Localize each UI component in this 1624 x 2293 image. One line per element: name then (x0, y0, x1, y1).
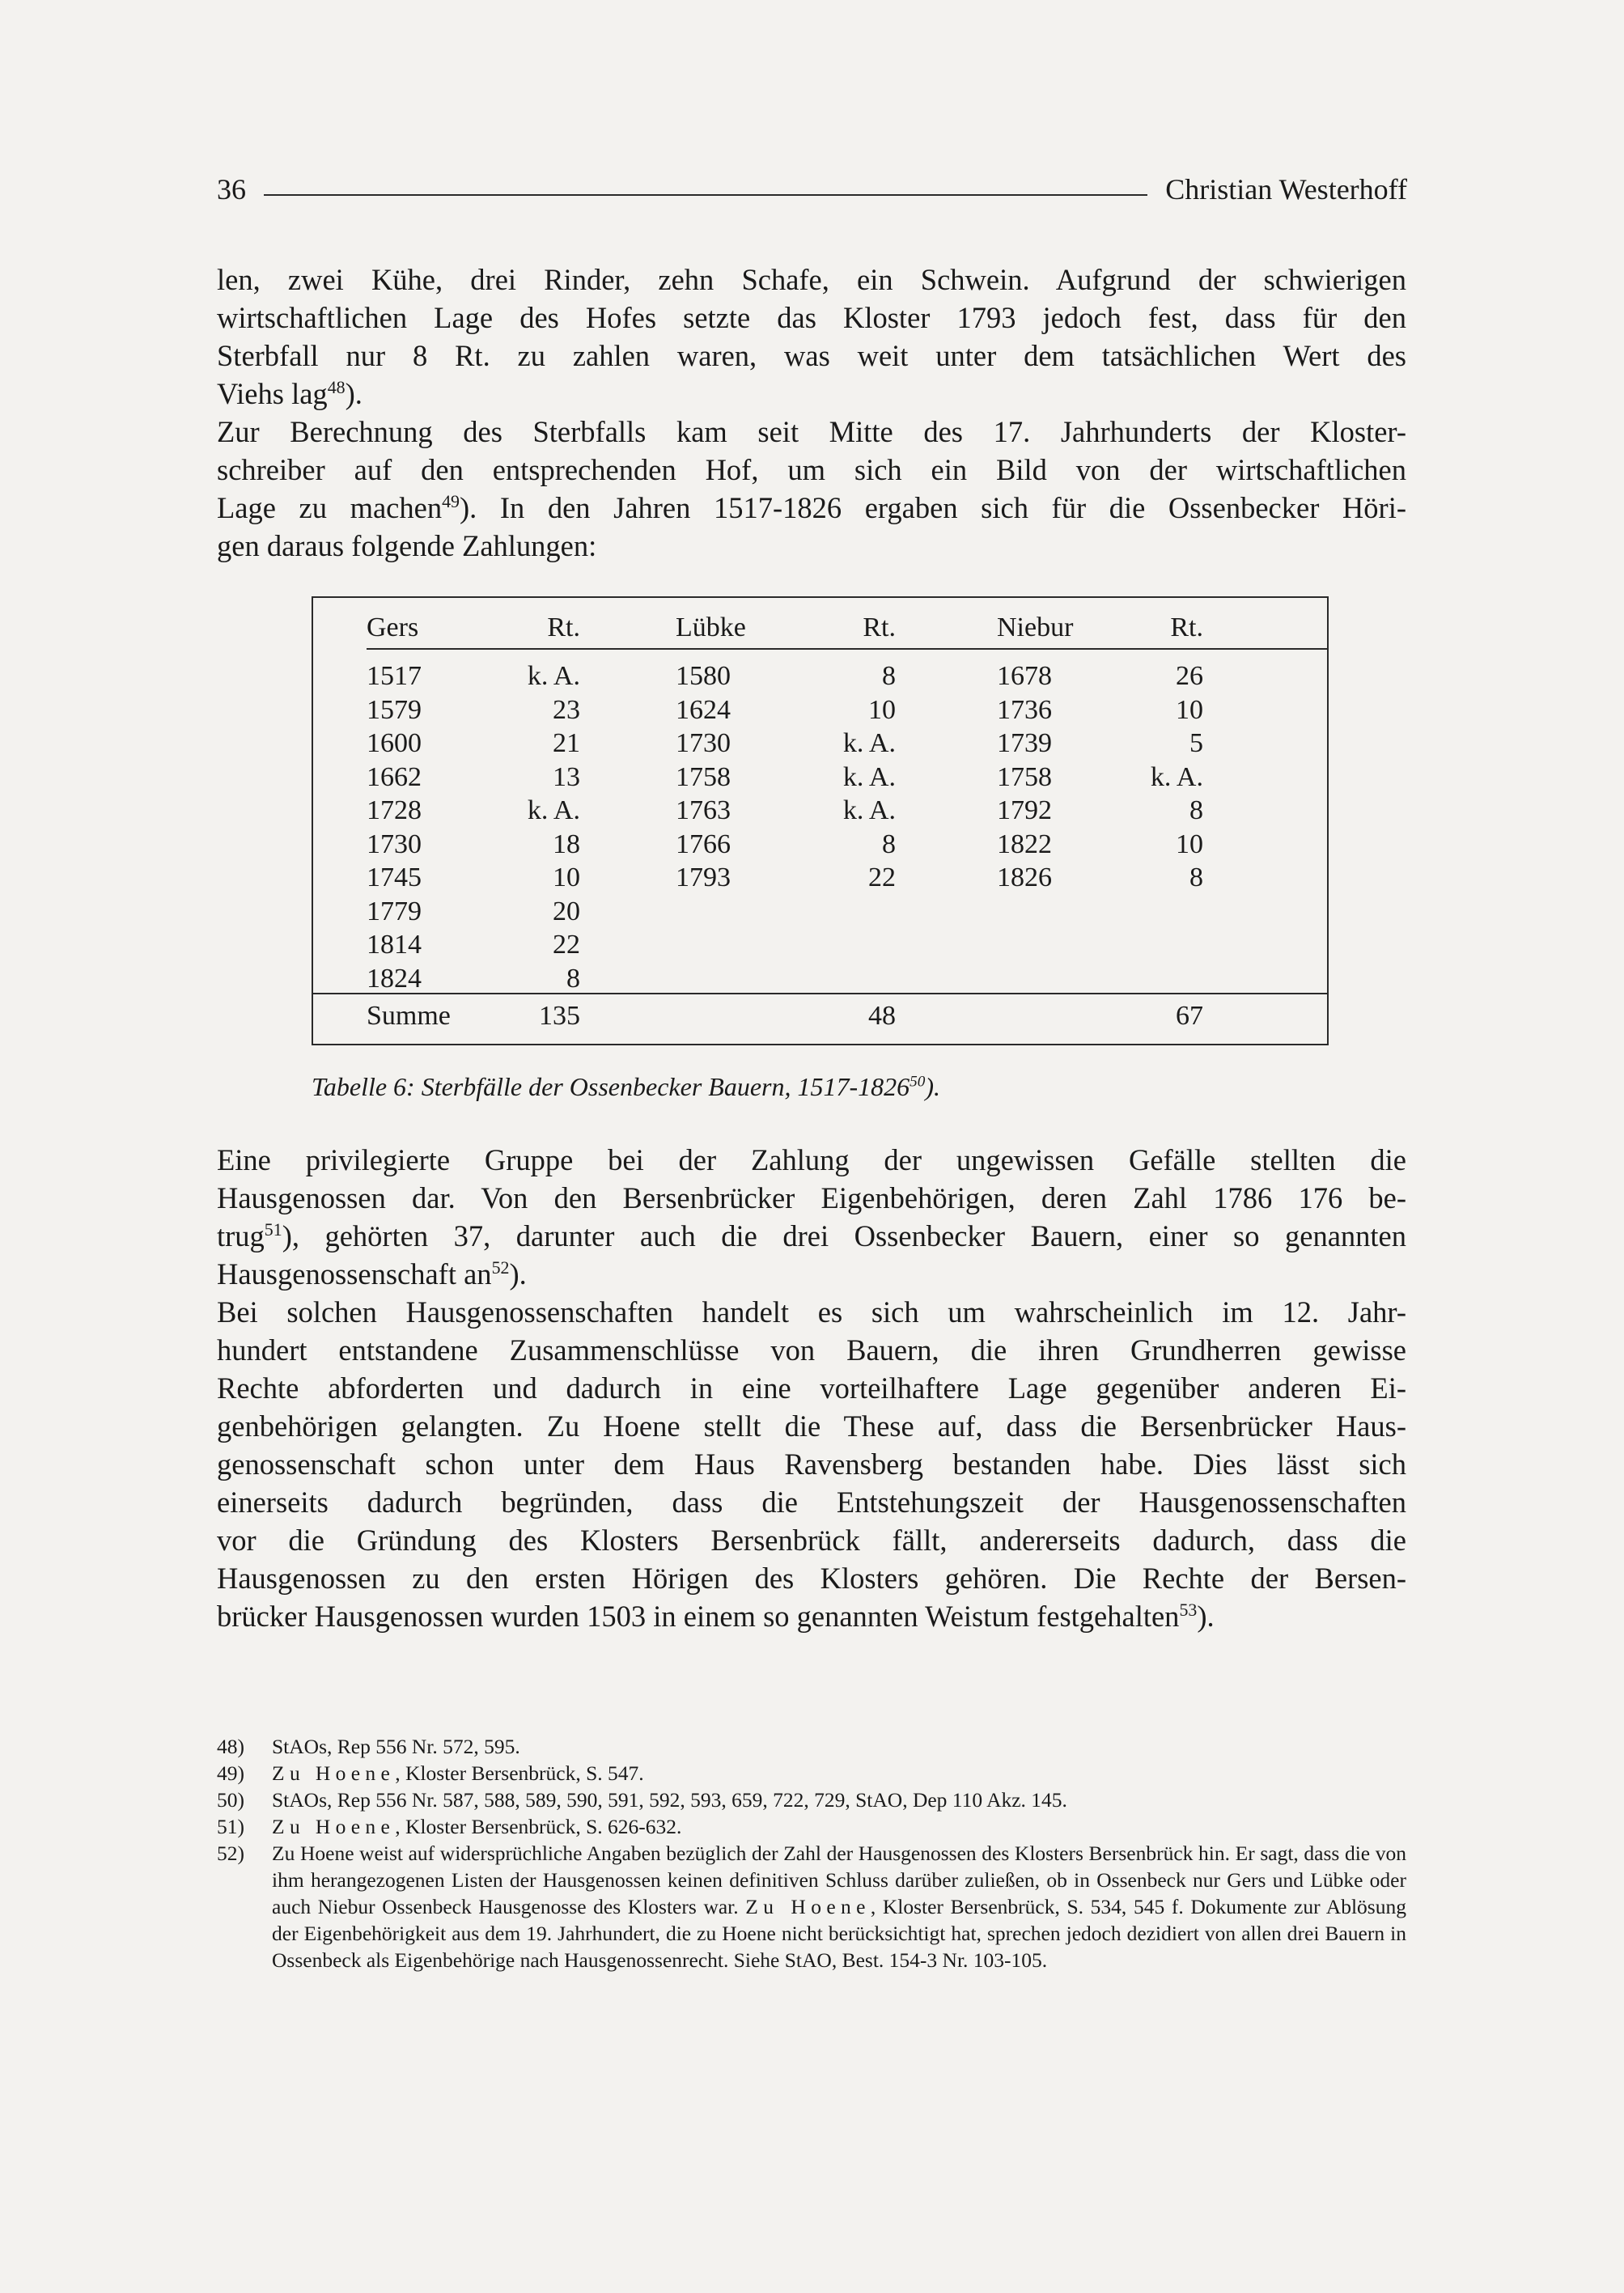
table-cell: k. A. (527, 795, 580, 825)
table-cell: 8 (1189, 863, 1203, 892)
sterbfall-table (312, 596, 1329, 1045)
intro-text (217, 261, 1406, 565)
author-name: Christian Westerhoff (1165, 173, 1407, 206)
sum-label: Summe (367, 1001, 451, 1031)
table-cell: 1736 (997, 694, 1052, 725)
table-cell: 1624 (676, 694, 731, 725)
paragraph: vor die Gründung des Klosters Bersenbrück fällt, andererseits dadurch, dass die (217, 1524, 1406, 1557)
table-cell: 1728 (367, 795, 422, 825)
sum-rule (313, 993, 1327, 994)
paragraph: brücker Hausgenossen wurden 1503 in einem so genannten Weistum festgehalten$^{53}$). (217, 1599, 1215, 1633)
paragraph: einerseits dadurch begründen, dass die Entstehungszeit der Hausgenossenschaften (217, 1486, 1406, 1519)
footnote-ref[interactable]: 48 (327, 376, 346, 397)
table-cell: 1766 (676, 829, 731, 859)
footnote: 50) StAOs, Rep 556 Nr. 587, 588, 589, 590, 591, 592, 593, 659, 722, 729, StAO, Dep 110 Akz. 145. (217, 1788, 1067, 1812)
main-text (217, 1141, 1406, 1635)
header-rule (367, 648, 1327, 650)
sum-value: 67 (1176, 1001, 1203, 1031)
table-cell: 8 (882, 661, 896, 691)
table-cell: 18 (553, 829, 580, 859)
author-name: Zu Hoene (272, 1761, 396, 1785)
table-cell: 1517 (367, 661, 422, 691)
paragraph: hundert entstandene Zusammenschlüsse von Bauern, die ihren Grundherren gewisse (217, 1333, 1406, 1367)
running-header (217, 166, 1407, 206)
table-cell: 22 (553, 930, 580, 960)
paragraph: Viehs lag$^{48}$). (217, 376, 363, 410)
paragraph: Sterbfall nur 8 Rt. zu zahlen waren, was weit unter dem tatsächlichen Wert des (217, 339, 1406, 372)
table-cell: 1745 (367, 863, 422, 892)
author-name: Zu Hoene (745, 1895, 871, 1918)
paragraph: Bei solchen Hausgenossenschaften handelt es sich um wahrscheinlich im 12. Jahr- (217, 1295, 1406, 1329)
column-header: Gers (367, 612, 419, 642)
table-cell: 1758 (997, 761, 1052, 792)
sum-value: 48 (868, 1001, 896, 1031)
author-name: Zu Hoene (272, 1815, 396, 1838)
table-cell: 8 (1189, 795, 1203, 825)
paragraph: genbehörigen gelangten. Zu Hoene stellt die These auf, dass die Bersenbrücker Haus- (217, 1409, 1406, 1443)
table-cell: 10 (1176, 829, 1203, 859)
sum-value: 135 (539, 1001, 580, 1031)
table-cell: 10 (553, 863, 580, 892)
table-cell: 1792 (997, 795, 1052, 825)
footnote-ref[interactable]: 52 (491, 1257, 510, 1278)
footnote-ref[interactable]: 51 (264, 1219, 282, 1240)
table-cell: 8 (566, 963, 580, 994)
table-cell: 1579 (367, 694, 422, 725)
column-header: Lübke (676, 612, 746, 642)
table-cell: k. A. (842, 761, 896, 792)
table-cell: 20 (553, 896, 580, 926)
table-cell: k. A. (527, 661, 580, 691)
table-cell: 1662 (367, 761, 422, 792)
footnote: 48) StAOs, Rep 556 Nr. 572, 595. (217, 1735, 520, 1758)
table-cell: 1580 (676, 661, 731, 691)
table-cell: 1739 (997, 728, 1052, 758)
paragraph: Rechte abforderten und dadurch in eine vorteilhaftere Lage gegenüber anderen Ei- (217, 1371, 1406, 1405)
table-cell: k. A. (1150, 761, 1203, 792)
table-cell: 1600 (367, 728, 422, 758)
paragraph: Zur Berechnung des Sterbfalls kam seit Mitte des 17. Jahrhunderts der Kloster- (217, 415, 1406, 448)
table-cell: 1730 (676, 728, 731, 758)
table-cell: 1758 (676, 761, 731, 792)
table-cell: 1763 (676, 795, 731, 825)
table-cell: 22 (868, 863, 896, 892)
footnote-ref[interactable]: 49 (442, 490, 460, 511)
table-caption: Tabelle 6: Sterbfälle der Ossenbecker Bauern, 1517-1826$^{50}$). (312, 1072, 940, 1101)
table-cell: 1730 (367, 829, 422, 859)
table-cell: 1824 (367, 963, 422, 994)
column-header: Niebur (997, 612, 1074, 642)
table-cell: 1822 (997, 829, 1052, 859)
table-cell: k. A. (842, 728, 896, 758)
column-header: Rt. (547, 612, 580, 642)
table-cell: 23 (553, 694, 580, 725)
page-number: 36 (217, 173, 246, 206)
table-cell: 10 (1176, 694, 1203, 725)
column-header: Rt. (863, 612, 896, 642)
table-cell: 1678 (997, 661, 1052, 691)
footnote: 51) Zu Hoene, Kloster Bersenbrück, S. 626-632. (217, 1815, 682, 1838)
paragraph: Eine privilegierte Gruppe bei der Zahlung der ungewissen Gefälle stellten die (217, 1143, 1406, 1176)
table-cell: 1814 (367, 930, 422, 960)
table-cell: 8 (882, 829, 896, 859)
table-cell: 10 (868, 694, 896, 725)
table-cell: 21 (553, 728, 580, 758)
table-cell: 1779 (367, 896, 422, 926)
paragraph: trug$^{51}$), gehörten 37, darunter auch die drei Ossenbecker Bauern, einer so genannten (217, 1219, 1406, 1252)
footnote-ref[interactable]: 53 (1179, 1599, 1198, 1620)
table-cell: 1793 (676, 863, 731, 892)
footnote: 52) Zu Hoene weist auf widersprüchliche Angaben bezüglich der Zahl der Hausgenossen des Klosters Bersenbrück hin. Er sagt, dass die von ihm herangezogenen Listen der Hausgenossen keinen definitiven Schluss darüber zuließen, ob in Ossenbeck nur Gers und Lübke oder auch Niebur Ossenbeck Hausgenosse des Klosters war. Zu Hoene, Kloster Bersenbrück, S. 534, 545 f. Dokumente zur Ablösung der Eigenbehörigkeit aus dem 19. Jahrhundert, die zu Hoene nicht berücksichtigt hat, sprechen jedoch dezidiert von allen drei Bauern in Ossenbeck als Eigenbehörige nach Hausgenossenrecht. Siehe StAO, Best. 154-3 Nr. 103-105. (217, 1842, 1406, 1972)
table-cell: 13 (553, 761, 580, 792)
paragraph: Hausgenossen zu den ersten Hörigen des Klosters gehören. Die Rechte der Bersen- (217, 1562, 1406, 1595)
paragraph: gen daraus folgende Zahlungen: (217, 529, 597, 562)
paragraph: len, zwei Kühe, drei Rinder, zehn Schafe, ein Schwein. Aufgrund der schwierigen (217, 263, 1406, 296)
table-cell: 26 (1176, 661, 1203, 691)
paragraph: Lage zu machen$^{49}$). In den Jahren 1517-1826 ergaben sich für die Ossenbecker Höri- (217, 490, 1406, 524)
column-header: Rt. (1170, 612, 1203, 642)
paragraph: Hausgenossen dar. Von den Bersenbrücker Eigenbehörigen, deren Zahl 1786 176 be- (217, 1181, 1406, 1214)
footnotes (217, 1733, 1406, 1973)
header-rule (264, 194, 1147, 196)
table-cell: 5 (1189, 728, 1203, 758)
footnote-ref[interactable]: 50 (910, 1073, 926, 1091)
footnote: 49) Zu Hoene, Kloster Bersenbrück, S. 547. (217, 1761, 644, 1785)
table-cell: k. A. (842, 795, 896, 825)
table-cell: 1826 (997, 863, 1052, 892)
paragraph: genossenschaft schon unter dem Haus Ravensberg bestanden habe. Dies lässt sich (217, 1447, 1406, 1481)
paragraph: schreiber auf den entsprechenden Hof, um sich ein Bild von der wirtschaftlichen (217, 453, 1406, 486)
paragraph: wirtschaftlichen Lage des Hofes setzte das Kloster 1793 jedoch fest, dass für den (217, 301, 1406, 334)
paragraph: Hausgenossenschaft $an^{52}$). (217, 1257, 527, 1291)
